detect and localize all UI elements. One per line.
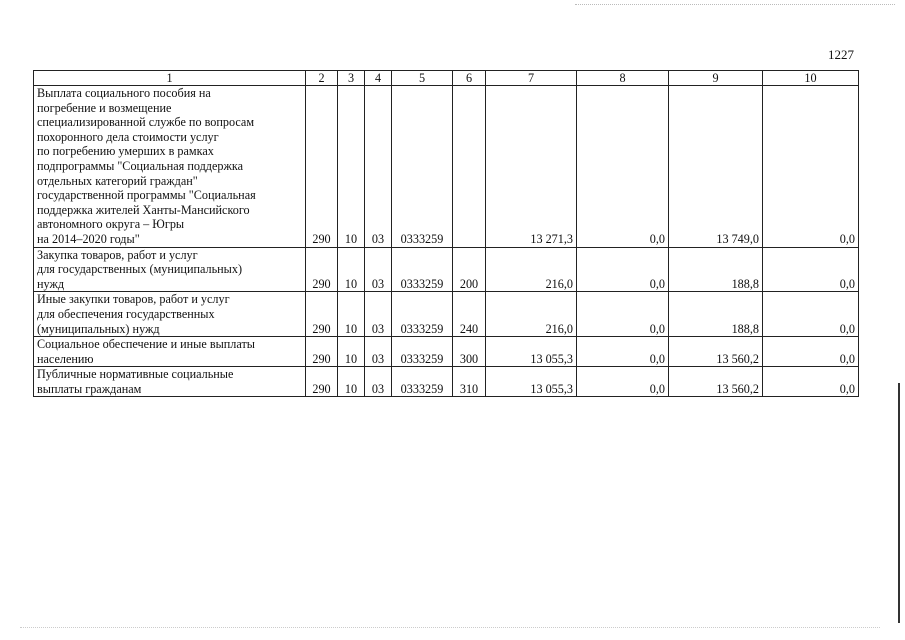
cell-section: 10 xyxy=(338,337,365,367)
column-header: 3 xyxy=(338,71,365,86)
cell-target-code: 0333259 xyxy=(392,86,453,248)
cell-amount: 0,0 xyxy=(763,86,859,248)
cell-amount: 13 749,0 xyxy=(669,86,763,248)
cell-amount: 0,0 xyxy=(577,247,669,292)
cell-amount: 13 271,3 xyxy=(486,86,577,248)
cell-target-code: 0333259 xyxy=(392,247,453,292)
cell-amount: 188,8 xyxy=(669,247,763,292)
cell-subsection: 03 xyxy=(365,337,392,367)
cell-amount: 0,0 xyxy=(577,367,669,397)
cell-amount: 0,0 xyxy=(763,292,859,337)
cell-amount: 13 560,2 xyxy=(669,367,763,397)
cell-amount: 0,0 xyxy=(763,367,859,397)
description-line: Публичные нормативные социальные xyxy=(37,367,234,382)
page-number: 1227 xyxy=(828,47,854,62)
cell-amount: 0,0 xyxy=(577,337,669,367)
description-line: Выплата социального пособия на xyxy=(37,86,211,100)
column-header: 9 xyxy=(669,71,763,86)
column-header: 6 xyxy=(453,71,486,86)
cell-target-code: 0333259 xyxy=(392,367,453,397)
row-description xyxy=(34,367,306,397)
description-line: Социальное обеспечение и иные выплаты xyxy=(37,337,255,352)
cell-amount: 13 055,3 xyxy=(486,337,577,367)
cell-amount: 0,0 xyxy=(763,247,859,292)
row-description xyxy=(34,292,306,337)
table-row xyxy=(34,367,859,397)
column-header: 10 xyxy=(763,71,859,86)
description-line: по погребению умерших в рамках xyxy=(37,144,214,159)
cell-admin-code: 290 xyxy=(306,367,338,397)
description-line: нужд xyxy=(37,276,65,291)
description-line: подпрограммы "Социальная поддержка xyxy=(37,158,244,173)
cell-amount: 188,8 xyxy=(669,292,763,337)
cell-subsection: 03 xyxy=(365,247,392,292)
column-header: 7 xyxy=(486,71,577,86)
description-line: населению xyxy=(37,351,94,366)
cell-expense-type: 300 xyxy=(453,337,486,367)
budget-table xyxy=(33,70,859,397)
description-line: погребение и возмещение xyxy=(37,100,172,115)
cell-section: 10 xyxy=(338,247,365,292)
description-line: специализированной службе по вопросам xyxy=(37,115,255,130)
scan-artifact-bottom xyxy=(20,627,880,629)
cell-subsection: 03 xyxy=(365,367,392,397)
column-header: 8 xyxy=(577,71,669,86)
cell-section: 10 xyxy=(338,292,365,337)
cell-amount: 216,0 xyxy=(486,292,577,337)
cell-expense-type: 310 xyxy=(453,367,486,397)
cell-admin-code: 290 xyxy=(306,337,338,367)
header-row xyxy=(34,71,859,86)
table-row xyxy=(34,292,859,337)
description-line: автономного округа – Югры xyxy=(37,217,185,232)
cell-expense-type: 200 xyxy=(453,247,486,292)
row-description xyxy=(34,337,306,367)
cell-amount: 13 055,3 xyxy=(486,367,577,397)
cell-amount: 13 560,2 xyxy=(669,337,763,367)
cell-expense-type xyxy=(453,86,486,248)
cell-section: 10 xyxy=(338,86,365,248)
row-description xyxy=(34,86,306,248)
row-description xyxy=(34,247,306,292)
description-line: похоронного дела стоимости услуг xyxy=(37,129,219,144)
description-line: (муниципальных) нужд xyxy=(37,321,160,336)
description-line: отдельных категорий граждан" xyxy=(37,173,198,188)
scan-artifact-edge xyxy=(898,383,900,623)
cell-subsection: 03 xyxy=(365,292,392,337)
cell-target-code: 0333259 xyxy=(392,337,453,367)
cell-amount: 0,0 xyxy=(763,337,859,367)
table-row xyxy=(34,86,859,248)
description-line: для государственных (муниципальных) xyxy=(37,262,243,277)
cell-amount: 0,0 xyxy=(577,86,669,248)
description-line: поддержка жителей Ханты-Мансийского xyxy=(37,202,250,217)
description-line: Иные закупки товаров, работ и услуг xyxy=(37,292,230,307)
cell-admin-code: 290 xyxy=(306,86,338,248)
cell-section: 10 xyxy=(338,367,365,397)
description-line: на 2014–2020 годы" xyxy=(37,231,140,246)
scan-artifact-top xyxy=(575,4,895,6)
cell-target-code: 0333259 xyxy=(392,292,453,337)
cell-subsection: 03 xyxy=(365,86,392,248)
column-header: 2 xyxy=(306,71,338,86)
column-header: 1 xyxy=(34,71,306,86)
description-line: для обеспечения государственных xyxy=(37,306,215,321)
column-header: 4 xyxy=(365,71,392,86)
table-row xyxy=(34,247,859,292)
cell-amount: 0,0 xyxy=(577,292,669,337)
table-row xyxy=(34,337,859,367)
description-line: Закупка товаров, работ и услуг xyxy=(37,247,198,262)
cell-admin-code: 290 xyxy=(306,247,338,292)
description-line: государственной программы "Социальная xyxy=(37,188,256,203)
cell-amount: 216,0 xyxy=(486,247,577,292)
cell-admin-code: 290 xyxy=(306,292,338,337)
column-header: 5 xyxy=(392,71,453,86)
description-line: выплаты гражданам xyxy=(37,381,142,396)
cell-expense-type: 240 xyxy=(453,292,486,337)
